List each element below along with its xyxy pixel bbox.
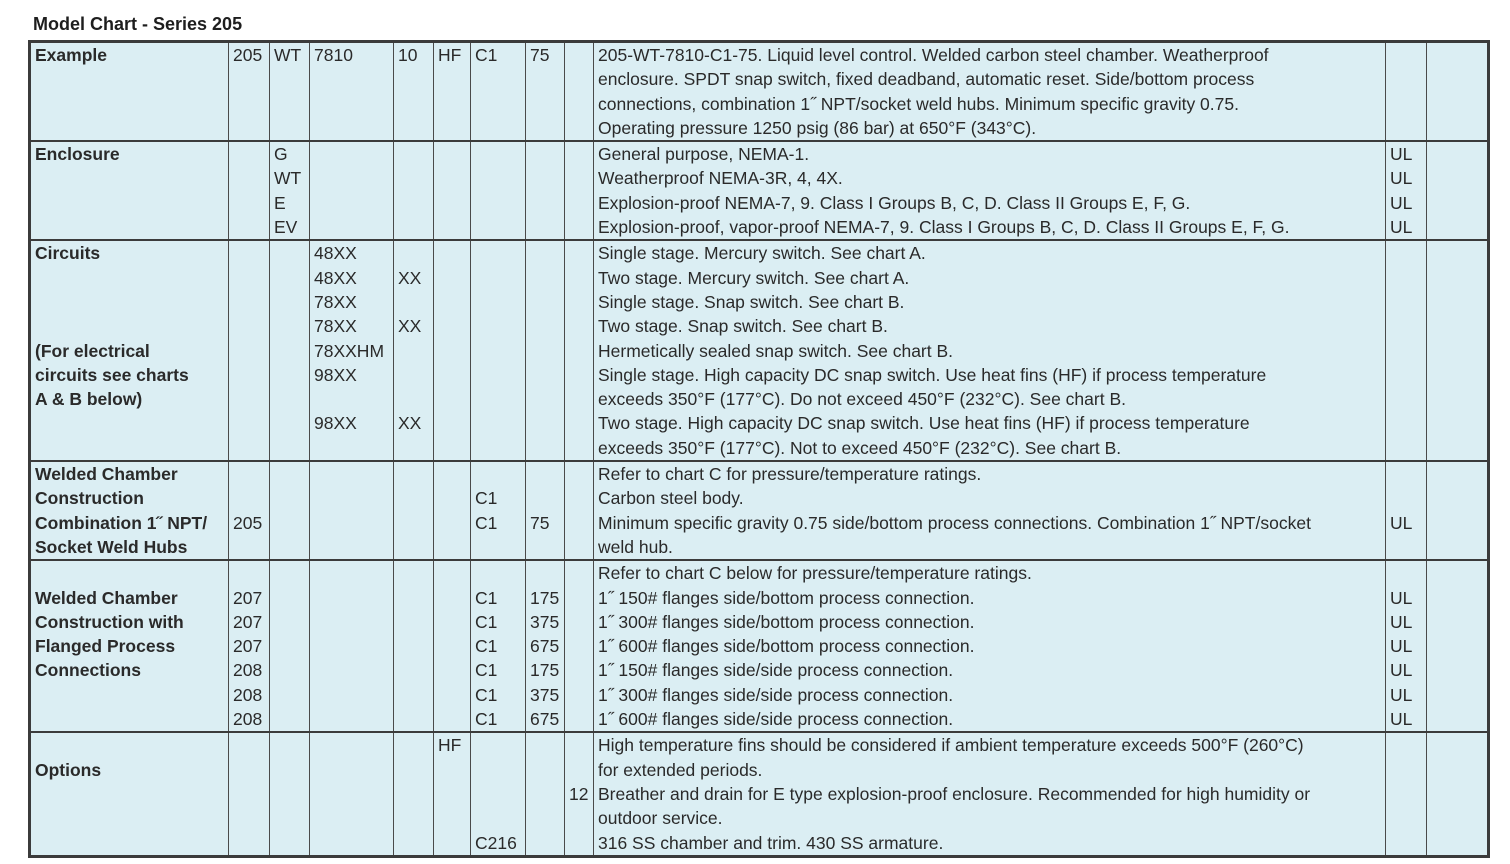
series-cell: [229, 141, 270, 240]
cell-line: 207: [233, 636, 263, 657]
cell-line: 75: [530, 45, 550, 65]
cell-line: 175: [530, 587, 560, 608]
cell-line: 1˝ 150# flanges side/side process connection.: [598, 660, 954, 681]
chamber-code-cell: [471, 141, 526, 240]
cell-line: [530, 486, 560, 510]
chart-row-options: [30, 732, 1489, 856]
cell-line: Explosion-proof NEMA-7, 9. Class I Groups B, C, D. Class II Groups E, F, G.: [598, 192, 1191, 213]
option-code-cell: [565, 560, 594, 732]
description-cell: [594, 42, 1386, 142]
switch-code-cell: [310, 732, 394, 856]
cell-line: Welded Chamber: [35, 587, 178, 608]
cell-line: Single stage. Snap switch. See chart B.: [598, 291, 905, 312]
cell-line: [1390, 462, 1422, 486]
cell-line: [398, 241, 429, 265]
cell-line: [569, 241, 589, 265]
gravity-code-cell: [526, 560, 565, 732]
cell-line: [274, 561, 305, 585]
cell-line: 78XXHM: [314, 340, 385, 361]
cell-line: UL: [1390, 684, 1413, 705]
cell-line: UL: [1390, 709, 1413, 730]
cell-line: Explosion-proof, vapor-proof NEMA-7, 9. Class I Groups B, C, D. Class II Groups E, F, G.: [598, 217, 1290, 238]
cell-line: [569, 733, 589, 757]
stage-code-cell: [394, 461, 434, 560]
cell-line: C1: [475, 660, 498, 681]
cell-line: [233, 733, 265, 757]
ul-listing-cell: [1386, 461, 1427, 560]
cell-line: [398, 462, 429, 486]
cell-line: Refer to chart C below for pressure/temperature ratings.: [598, 563, 1032, 584]
chamber-code-cell: [471, 42, 526, 142]
series-cell: [229, 732, 270, 856]
ul-listing-cell: [1386, 42, 1427, 142]
switch-code-cell: [310, 560, 394, 732]
cell-line: [475, 782, 521, 806]
cell-line: Operating pressure 1250 psig (86 bar) at 650°F (343°C).: [598, 117, 1037, 138]
cell-line: Combination 1˝ NPT/: [35, 512, 208, 533]
cell-line: UL: [1390, 217, 1413, 238]
cell-line: [314, 142, 389, 166]
chart-row-welded-npt: [30, 461, 1489, 560]
cell-line: Single stage. High capacity DC snap switch. Use heat fins (HF) if process temperature: [598, 364, 1267, 385]
cell-line: A & B below): [35, 389, 143, 410]
option-code-cell: [565, 732, 594, 856]
ul-listing-cell: [1386, 732, 1427, 856]
cell-line: 48XX: [314, 243, 357, 264]
chamber-code-cell: [471, 732, 526, 856]
cell-line: [274, 241, 305, 265]
cell-line: Hermetically sealed snap switch. See chart B.: [598, 340, 954, 361]
cell-line: 207: [233, 611, 263, 632]
description-cell: [594, 461, 1386, 560]
stage-code-cell: [394, 732, 434, 856]
cell-line: [1390, 241, 1422, 265]
cell-line: Two stage. Mercury switch. See chart A.: [598, 267, 910, 288]
cell-line: Welded Chamber: [35, 464, 178, 485]
description-cell: [594, 732, 1386, 856]
cell-line: Two stage. Snap switch. See chart B.: [598, 316, 888, 337]
cell-line: [35, 561, 224, 585]
cell-line: Circuits: [35, 243, 101, 264]
option-code-cell: [565, 42, 594, 142]
cell-line: weld hub.: [598, 536, 673, 557]
chart-title: Model Chart - Series 205: [33, 14, 243, 34]
cell-line: exceeds 350°F (177°C). Not to exceed 450°F (232°C). See chart B.: [598, 437, 1122, 458]
stage-code-cell: [394, 560, 434, 732]
cell-line: [438, 462, 466, 486]
cell-line: 78XX: [314, 316, 357, 337]
blank-cell: [1427, 732, 1489, 856]
chart-row-circuits: [30, 240, 1489, 461]
cell-line: [398, 387, 429, 411]
cell-line: [438, 142, 466, 166]
cell-line: 205: [233, 512, 263, 533]
cell-line: [398, 363, 429, 387]
cell-line: [1390, 733, 1422, 757]
cell-line: C1: [475, 636, 498, 657]
series-cell: [229, 560, 270, 732]
cell-line: C1: [475, 45, 498, 65]
heat-fin-cell: [434, 560, 471, 732]
cell-line: 208: [233, 709, 263, 730]
cell-line: [475, 561, 521, 585]
cell-line: Breather and drain for E type explosion-proof enclosure. Recommended for high humidity or: [598, 783, 1311, 804]
description-cell: [594, 141, 1386, 240]
cell-line: Connections: [35, 660, 141, 681]
enclosure-code-cell: [270, 42, 310, 142]
cell-line: [530, 733, 560, 757]
cell-line: UL: [1390, 168, 1413, 189]
enclosure-code-cell: [270, 141, 310, 240]
stage-code-cell: [394, 141, 434, 240]
chart-row-welded-flanged: [30, 560, 1489, 732]
cell-line: C1: [475, 512, 498, 533]
series-cell: [229, 240, 270, 461]
cell-line: UL: [1390, 192, 1413, 213]
cell-line: outdoor service.: [598, 808, 723, 829]
cell-line: Construction: [35, 488, 144, 509]
section-label: [30, 141, 229, 240]
cell-line: [475, 758, 521, 782]
cell-line: Options: [35, 759, 102, 780]
cell-line: 98XX: [314, 413, 357, 434]
section-label: [30, 560, 229, 732]
stage-code-cell: [394, 240, 434, 461]
series-cell: [229, 42, 270, 142]
description-cell: [594, 240, 1386, 461]
gravity-code-cell: [526, 461, 565, 560]
cell-line: [569, 142, 589, 166]
cell-line: UL: [1390, 144, 1413, 165]
cell-line: [233, 241, 265, 265]
series-cell: [229, 461, 270, 560]
chart-row-enclosure: [30, 141, 1489, 240]
cell-line: 78XX: [314, 291, 357, 312]
ul-listing-cell: [1386, 560, 1427, 732]
cell-line: for extended periods.: [598, 759, 763, 780]
cell-line: 375: [530, 611, 560, 632]
blank-cell: [1427, 240, 1489, 461]
enclosure-code-cell: [270, 732, 310, 856]
cell-line: [274, 733, 305, 757]
cell-line: General purpose, NEMA-1.: [598, 144, 810, 165]
cell-line: 316 SS chamber and trim. 430 SS armature.: [598, 832, 944, 853]
gravity-code-cell: [526, 732, 565, 856]
cell-line: [475, 806, 521, 830]
cell-line: UL: [1390, 660, 1413, 681]
cell-line: [475, 241, 521, 265]
option-code-cell: [565, 461, 594, 560]
cell-line: (For electrical: [35, 340, 150, 361]
heat-fin-cell: [434, 141, 471, 240]
cell-line: Enclosure: [35, 144, 120, 165]
cell-line: 375: [530, 684, 560, 705]
gravity-code-cell: [526, 141, 565, 240]
option-code-cell: [565, 141, 594, 240]
cell-line: 1˝ 150# flanges side/bottom process connection.: [598, 587, 975, 608]
cell-line: XX: [398, 413, 422, 434]
cell-line: WT: [274, 168, 302, 189]
cell-line: connections, combination 1˝ NPT/socket weld hubs. Minimum specific gravity 0.75.: [598, 93, 1239, 114]
section-label: [30, 42, 229, 142]
cell-line: [475, 462, 521, 486]
cell-line: 1˝ 300# flanges side/side process connection.: [598, 684, 954, 705]
ul-listing-cell: [1386, 141, 1427, 240]
cell-line: Socket Weld Hubs: [35, 536, 188, 557]
cell-line: [274, 462, 305, 486]
cell-line: C216: [475, 832, 517, 853]
cell-line: G: [274, 144, 288, 165]
cell-line: exceeds 350°F (177°C). Do not exceed 450°F (232°C). See chart B.: [598, 389, 1126, 410]
switch-code-cell: [310, 141, 394, 240]
cell-line: C1: [475, 684, 498, 705]
cell-line: Minimum specific gravity 0.75 side/bottom process connections. Combination 1˝ NPT/socket: [598, 512, 1311, 533]
cell-line: 207: [233, 587, 263, 608]
cell-line: [314, 561, 389, 585]
cell-line: [233, 561, 265, 585]
heat-fin-cell: [434, 240, 471, 461]
chamber-code-cell: [471, 240, 526, 461]
cell-line: WT: [274, 45, 302, 65]
cell-line: 675: [530, 709, 560, 730]
cell-line: HF: [438, 45, 462, 65]
model-chart-body: [30, 42, 1489, 857]
heat-fin-cell: [434, 732, 471, 856]
cell-line: [475, 142, 521, 166]
blank-cell: [1427, 560, 1489, 732]
cell-line: Carbon steel body.: [598, 488, 744, 509]
cell-line: [569, 462, 589, 486]
cell-line: [35, 733, 224, 757]
cell-line: C1: [475, 488, 498, 509]
cell-line: 7810: [314, 45, 353, 65]
switch-code-cell: [310, 42, 394, 142]
cell-line: Weatherproof NEMA-3R, 4, 4X.: [598, 168, 843, 189]
cell-line: 208: [233, 684, 263, 705]
cell-line: [314, 387, 389, 411]
enclosure-code-cell: [270, 240, 310, 461]
gravity-code-cell: [526, 240, 565, 461]
cell-line: XX: [398, 316, 422, 337]
cell-line: [438, 561, 466, 585]
cell-line: [1390, 43, 1422, 67]
section-label: [30, 240, 229, 461]
cell-line: [530, 241, 560, 265]
cell-line: 205: [233, 45, 263, 65]
cell-line: enclosure. SPDT snap switch, fixed deadband, automatic reset. Side/bottom process: [598, 69, 1255, 90]
cell-line: [398, 142, 429, 166]
cell-line: [35, 266, 224, 290]
cell-line: circuits see charts: [35, 364, 189, 385]
cell-line: [233, 142, 265, 166]
cell-line: [314, 733, 389, 757]
chamber-code-cell: [471, 560, 526, 732]
blank-cell: [1427, 141, 1489, 240]
cell-line: Two stage. High capacity DC snap switch. Use heat fins (HF) if process temperature: [598, 413, 1250, 434]
cell-line: 1˝ 300# flanges side/bottom process connection.: [598, 611, 975, 632]
cell-line: [530, 561, 560, 585]
cell-line: [314, 462, 389, 486]
cell-line: 75: [530, 512, 550, 533]
cell-line: 1˝ 600# flanges side/bottom process connection.: [598, 636, 975, 657]
enclosure-code-cell: [270, 461, 310, 560]
cell-line: 205-WT-7810-C1-75. Liquid level control. Welded carbon steel chamber. Weatherproof: [598, 45, 1269, 65]
cell-line: HF: [438, 735, 462, 756]
cell-line: UL: [1390, 512, 1413, 533]
cell-line: C1: [475, 587, 498, 608]
cell-line: [569, 561, 589, 585]
cell-line: [233, 462, 265, 486]
cell-line: UL: [1390, 636, 1413, 657]
cell-line: [398, 561, 429, 585]
cell-line: [569, 758, 589, 782]
cell-line: [530, 142, 560, 166]
cell-line: XX: [398, 267, 422, 288]
cell-line: [569, 43, 589, 67]
cell-line: [398, 339, 429, 363]
cell-line: [398, 733, 429, 757]
section-label: [30, 732, 229, 856]
cell-line: [35, 314, 224, 338]
cell-line: [438, 241, 466, 265]
chamber-code-cell: [471, 461, 526, 560]
cell-line: UL: [1390, 587, 1413, 608]
section-label: [30, 461, 229, 560]
blank-cell: [1427, 461, 1489, 560]
cell-line: [398, 290, 429, 314]
cell-line: High temperature fins should be considered if ambient temperature exceeds 500°F (260°C): [598, 735, 1304, 756]
cell-line: Example: [35, 45, 107, 65]
cell-line: [475, 733, 521, 757]
cell-line: 1˝ 600# flanges side/side process connection.: [598, 709, 954, 730]
model-chart-table: [28, 40, 1490, 858]
cell-line: 208: [233, 660, 263, 681]
description-cell: [594, 560, 1386, 732]
option-code-cell: [565, 240, 594, 461]
cell-line: [233, 486, 265, 510]
switch-code-cell: [310, 240, 394, 461]
gravity-code-cell: [526, 42, 565, 142]
cell-line: Construction with: [35, 611, 184, 632]
cell-line: [35, 290, 224, 314]
blank-cell: [1427, 42, 1489, 142]
cell-line: [530, 462, 560, 486]
cell-line: 48XX: [314, 267, 357, 288]
ul-listing-cell: [1386, 240, 1427, 461]
cell-line: UL: [1390, 611, 1413, 632]
chart-row-example: [30, 42, 1489, 142]
cell-line: [1390, 486, 1422, 510]
cell-line: C1: [475, 709, 498, 730]
switch-code-cell: [310, 461, 394, 560]
heat-fin-cell: [434, 461, 471, 560]
enclosure-code-cell: [270, 560, 310, 732]
cell-line: C1: [475, 611, 498, 632]
cell-line: Refer to chart C for pressure/temperature ratings.: [598, 464, 982, 485]
cell-line: 175: [530, 660, 560, 681]
stage-code-cell: [394, 42, 434, 142]
cell-line: Flanged Process: [35, 636, 176, 657]
heat-fin-cell: [434, 42, 471, 142]
cell-line: EV: [274, 217, 298, 238]
cell-line: 98XX: [314, 364, 357, 385]
cell-line: 10: [398, 45, 418, 65]
cell-line: 12: [569, 783, 589, 804]
cell-line: [1390, 561, 1422, 585]
cell-line: Single stage. Mercury switch. See chart A.: [598, 243, 926, 264]
cell-line: 675: [530, 636, 560, 657]
cell-line: E: [274, 192, 286, 213]
